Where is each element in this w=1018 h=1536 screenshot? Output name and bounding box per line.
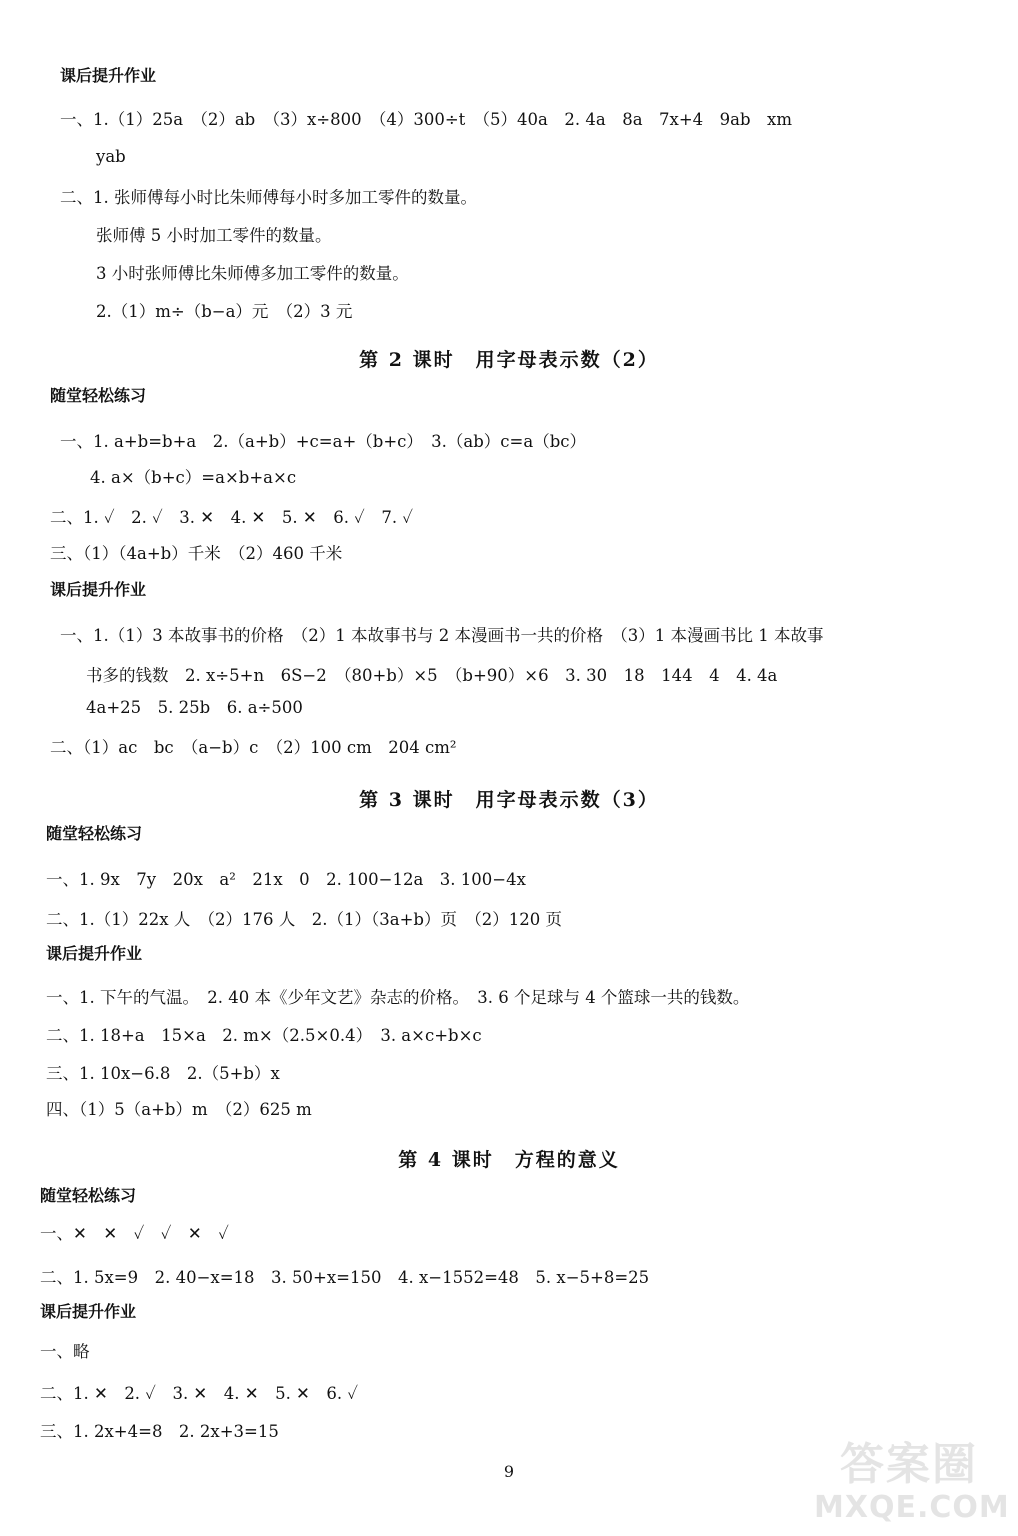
answer-line: 三、（1）（4a+b）千米 （2）460 千米 bbox=[50, 544, 343, 563]
section-heading-homework: 课后提升作业 bbox=[46, 944, 143, 963]
answer-line: 一、1. 9x 7y 20x a² 21x 0 2. 100−12a 3. 100−4x bbox=[46, 870, 526, 889]
answer-line: 一、略 bbox=[40, 1342, 90, 1361]
section-heading-homework: 课后提升作业 bbox=[60, 66, 157, 85]
answer-line: 一、✕ ✕ ✓ ✓ ✕ ✓ bbox=[40, 1224, 229, 1243]
answer-line: 二、1. ✕ 2. ✓ 3. ✕ 4. ✕ 5. ✕ 6. ✓ bbox=[40, 1384, 359, 1403]
answer-line: 一、1. 下午的气温。 2. 40 本《少年文艺》杂志的价格。 3. 6 个足球与 4 个篮球一共的钱数。 bbox=[46, 988, 750, 1007]
answer-line: 三、1. 10x−6.8 2.（5+b）x bbox=[46, 1064, 280, 1083]
answer-line: yab bbox=[96, 147, 126, 166]
answer-line: 二、1. 18+a 15×a 2. m×（2.5×0.4） 3. a×c+b×c bbox=[46, 1026, 482, 1045]
answer-line: 2.（1）m÷（b−a）元 （2）3 元 bbox=[96, 302, 353, 321]
answer-line: 三、1. 2x+4=8 2. 2x+3=15 bbox=[40, 1422, 279, 1441]
watermark-bottom: MXQE.COM bbox=[814, 1490, 1010, 1525]
section-heading-practice: 随堂轻松练习 bbox=[40, 1186, 137, 1205]
answer-line: 二、（1）ac bc （a−b）c （2）100 cm 204 cm² bbox=[50, 738, 457, 757]
page-number: 9 bbox=[503, 1462, 515, 1481]
answer-line: 一、1.（1）3 本故事书的价格 （2）1 本故事书与 2 本漫画书一共的价格 （3）1 本漫画书比 1 本故事 bbox=[60, 626, 824, 645]
answer-line: 张师傅 5 小时加工零件的数量。 bbox=[96, 226, 332, 245]
answer-line: 4a+25 5. 25b 6. a÷500 bbox=[86, 698, 303, 717]
answer-line: 一、1.（1）25a （2）ab （3）x÷800 （4）300÷t （5）40a 2. 4a 8a 7x+4 9ab xm bbox=[60, 110, 793, 129]
watermark-logo bbox=[814, 1439, 1010, 1532]
answer-line: 二、1. 5x=9 2. 40−x=18 3. 50+x=150 4. x−1552=48 5. x−5+8=25 bbox=[40, 1268, 650, 1287]
answer-line: 二、1. 张师傅每小时比朱师傅每小时多加工零件的数量。 bbox=[60, 188, 477, 207]
section-heading-practice: 随堂轻松练习 bbox=[50, 386, 147, 405]
watermark-top: 答案圈 bbox=[840, 1439, 978, 1490]
answer-line: 一、1. a+b=b+a 2.（a+b）+c=a+（b+c） 3.（ab）c=a（bc） bbox=[60, 432, 587, 451]
answer-line: 3 小时张师傅比朱师傅多加工零件的数量。 bbox=[96, 264, 409, 283]
answer-line: 4. a×（b+c）=a×b+a×c bbox=[90, 468, 297, 487]
answer-line: 书多的钱数 2. x÷5+n 6S−2 （80+b）×5 （b+90）×6 3. 30 18 144 4 4. 4a bbox=[86, 666, 778, 685]
answer-line: 二、1.（1）22x 人 （2）176 人 2.（1）（3a+b）页 （2）120 页 bbox=[46, 910, 562, 929]
lesson-title: 第 2 课时 用字母表示数（2） bbox=[359, 349, 659, 371]
lesson-title: 第 4 课时 方程的意义 bbox=[398, 1149, 620, 1171]
answer-line: 二、1. ✓ 2. ✓ 3. ✕ 4. ✕ 5. ✕ 6. ✓ 7. ✓ bbox=[50, 508, 413, 527]
section-heading-practice: 随堂轻松练习 bbox=[46, 824, 143, 843]
answer-line: 四、（1）5（a+b）m （2）625 m bbox=[46, 1100, 312, 1119]
lesson-title: 第 3 课时 用字母表示数（3） bbox=[359, 789, 659, 811]
section-heading-homework: 课后提升作业 bbox=[50, 580, 147, 599]
section-heading-homework: 课后提升作业 bbox=[40, 1302, 137, 1321]
